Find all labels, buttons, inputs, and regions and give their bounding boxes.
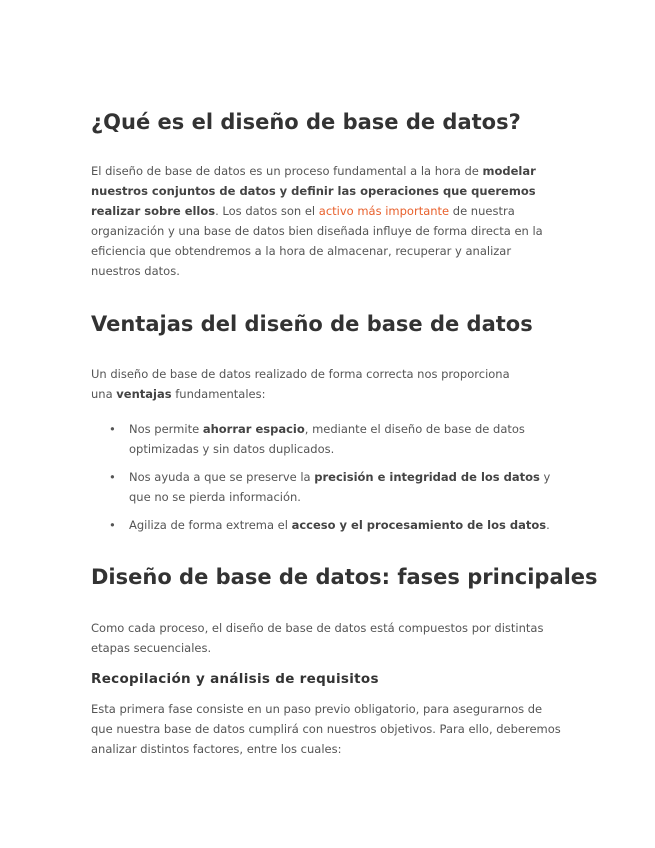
recopilacion-paragraph: Esta primera fase consiste en un paso previo obligatorio, para asegurarnos de que nuestra base de datos cumplirá con nuestros objetivos. Para ello, deberemos analizar distintos factores, entre los cuales: (91, 702, 561, 756)
list-item (91, 419, 561, 459)
bullet-icon: • (109, 470, 116, 484)
list-item (91, 467, 561, 507)
page-title: ¿Qué es el diseño de base de datos? (91, 110, 521, 134)
list-item-text-1: Nos ayuda a que se preserve la (129, 470, 315, 484)
fases-heading: Diseño de base de datos: fases principales (91, 565, 598, 589)
fases-paragraph: Como cada proceso, el diseño de base de datos está compuestos por distintas etapas secuenciales. (91, 621, 544, 655)
list-item-bold: precisión e integridad de los datos (314, 470, 540, 484)
recopilacion-heading: Recopilación y análisis de requisitos (91, 671, 379, 687)
intro-paragraph (91, 161, 561, 281)
bullet-icon: • (109, 518, 116, 532)
list-item-text-2: y que no se pierda información. (129, 470, 551, 504)
ventajas-list (91, 419, 561, 543)
list-item-text-1: Nos permite (129, 422, 203, 436)
intro-text-2: . Los datos son el (215, 204, 319, 218)
intro-bold-1: modelar nuestros conjuntos de datos y definir las operaciones que queremos realizar sobre ellos (91, 164, 536, 218)
intro-text-1: El diseño de base de datos es un proceso fundamental a la hora de (91, 164, 483, 178)
list-item-text-1: Agiliza de forma extrema el (129, 518, 292, 532)
bullet-icon: • (109, 422, 116, 436)
list-item (91, 515, 561, 535)
activo-importante-link[interactable]: activo más importante (318, 204, 450, 218)
ventajas-text-1: Un diseño de base de datos realizado de forma correcta nos proporciona una (91, 367, 510, 401)
list-item-text-2: , mediante el diseño de base de datos optimizadas y sin datos duplicados. (129, 422, 525, 456)
ventajas-paragraph (91, 364, 521, 404)
ventajas-bold: ventajas (116, 387, 172, 401)
list-item-bold: ahorrar espacio (202, 422, 305, 436)
list-item-bold: acceso y el procesamiento de los datos (291, 518, 547, 532)
ventajas-text-2: fundamentales: (171, 387, 266, 401)
list-item-text-2: . (546, 518, 550, 532)
intro-text-3: de nuestra organización y una base de datos bien diseñada influye de forma directa en la eficiencia que obtendremos a la hora de almacenar, recuperar y analizar nuestros datos. (91, 204, 543, 278)
ventajas-heading: Ventajas del diseño de base de datos (91, 312, 533, 336)
